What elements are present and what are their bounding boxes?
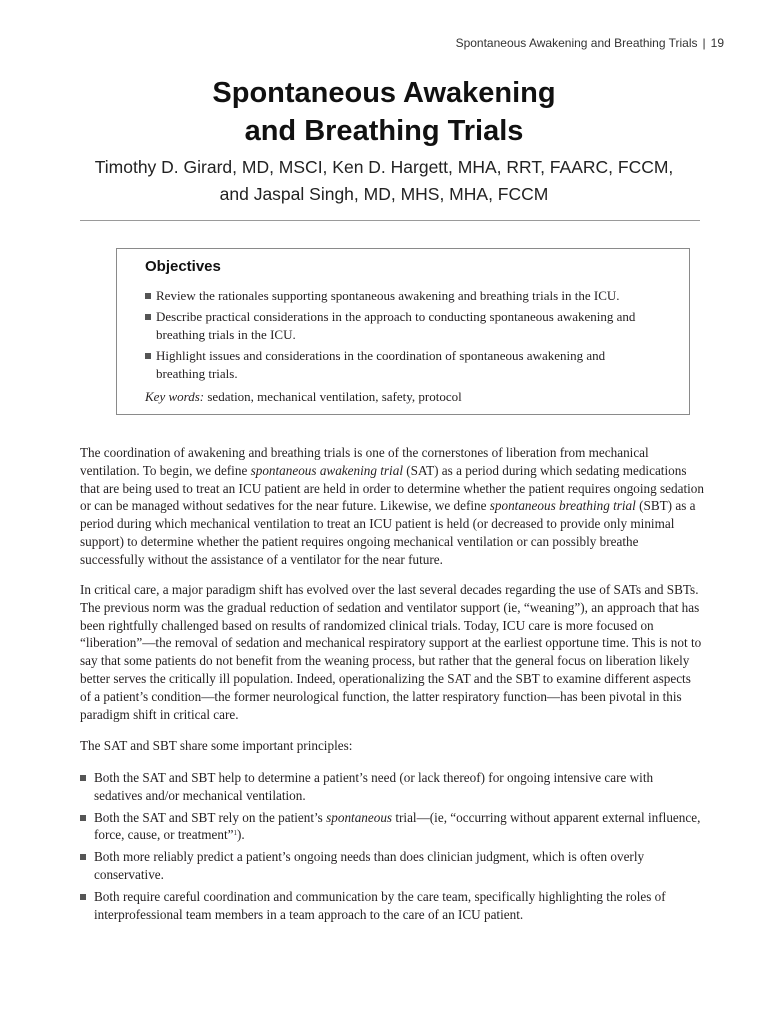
objective-item bbox=[145, 287, 655, 305]
running-head-separator: | bbox=[702, 36, 706, 50]
principle-item: Both more reliably predict a patient’s ongoing needs than does clinician judgment, which is often overly conservative. bbox=[80, 848, 704, 884]
authors-line-2: and Jaspal Singh, MD, MHS, MHA, FCCM bbox=[219, 184, 549, 204]
objective-item bbox=[145, 347, 655, 383]
principle-item: Both the SAT and SBT help to determine a patient’s need (or lack thereof) for ongoing intensive care with sedatives and/or mechanical ventilation. bbox=[80, 769, 704, 805]
article-title-line-1: Spontaneous Awakening bbox=[212, 77, 556, 109]
square-bullet-icon bbox=[80, 854, 86, 860]
principle-item: Both require careful coordination and communication by the care team, specifically highlighting the roles of interprofessional team members in a team approach to the care of an ICU patient. bbox=[80, 888, 704, 924]
objective-text: Describe practical considerations in the approach to conducting spontaneous awakening and breathing trials in the ICU. bbox=[156, 309, 636, 342]
running-head-title: Spontaneous Awakening and Breathing Trials bbox=[455, 36, 698, 50]
running-head bbox=[456, 36, 724, 50]
principle-item: Both the SAT and SBT rely on the patient’s spontaneous trial—(ie, “occurring without apparent external influence, force, cause, or treatment”$^1$). bbox=[80, 809, 704, 845]
square-bullet-icon bbox=[145, 293, 151, 299]
keywords-line bbox=[145, 388, 462, 406]
square-bullet-icon bbox=[80, 775, 86, 781]
objective-text: Review the rationales supporting spontaneous awakening and breathing trials in the ICU. bbox=[156, 288, 620, 303]
keywords-value: sedation, mechanical ventilation, safety, protocol bbox=[207, 389, 462, 404]
paradigm-paragraph: In critical care, a major paradigm shift has evolved over the last several decades regarding the use of SATs and SBTs. The previous norm was the gradual reduction of sedation and ventilator support (ie, “weaning”), an approach that has been rightfully challenged based on results of randomized clinical trials. Today, ICU care is more focused on “liberation”—the removal of sedation and mechanical respiratory support at the earliest opportune time. This is not to say that some patients do not benefit from the weaning process, but rather that the general focus on liberation likely better serves the critically ill population. Indeed, operationalizing the SAT and the SBT to examine different aspects of a patient’s condition—the former neurological function, the latter respiratory function—has been pivotal in this paradigm shift in critical care. bbox=[80, 582, 702, 722]
square-bullet-icon bbox=[80, 894, 86, 900]
objectives-box bbox=[116, 248, 690, 415]
objectives-list bbox=[145, 287, 655, 386]
keywords-label: Key words: bbox=[145, 389, 205, 404]
page-number: 19 bbox=[710, 36, 724, 50]
author-list bbox=[0, 154, 768, 208]
authors-line-1: Timothy D. Girard, MD, MSCI, Ken D. Hargett, MHA, RRT, FAARC, FCCM, bbox=[94, 157, 674, 177]
square-bullet-icon bbox=[145, 314, 151, 320]
principles-intro: The SAT and SBT share some important principles: bbox=[80, 738, 353, 753]
title-divider bbox=[80, 220, 700, 221]
article-title-line-2: and Breathing Trials bbox=[244, 115, 524, 147]
principles-list bbox=[80, 769, 704, 927]
reference-superscript: 1 bbox=[233, 829, 237, 838]
intro-paragraph: The coordination of awakening and breathing trials is one of the cornerstones of liberation from mechanical ventilation. To begin, we define spontaneous awakening trial (SAT) as a period during which sedating medications that are being used to treat an ICU patient are held in order to determine whether the patient requires ongoing sedation or can be managed without sedatives for the near future. Likewise, we define spontaneous breathing trial (SBT) as a period during which mechanical ventilation to treat an ICU patient is held (or decreased to provide only minimal support) to determine whether the patient requires ongoing mechanical ventilation or can possibly breathe successfully without the assistance of a ventilator for the near future. bbox=[80, 445, 704, 567]
objective-text: Highlight issues and considerations in the coordination of spontaneous awakening and breathing trials. bbox=[156, 348, 606, 381]
article-title bbox=[0, 74, 768, 150]
square-bullet-icon bbox=[80, 815, 86, 821]
objectives-heading: Objectives bbox=[145, 258, 221, 275]
objective-item bbox=[145, 308, 655, 344]
square-bullet-icon bbox=[145, 353, 151, 359]
